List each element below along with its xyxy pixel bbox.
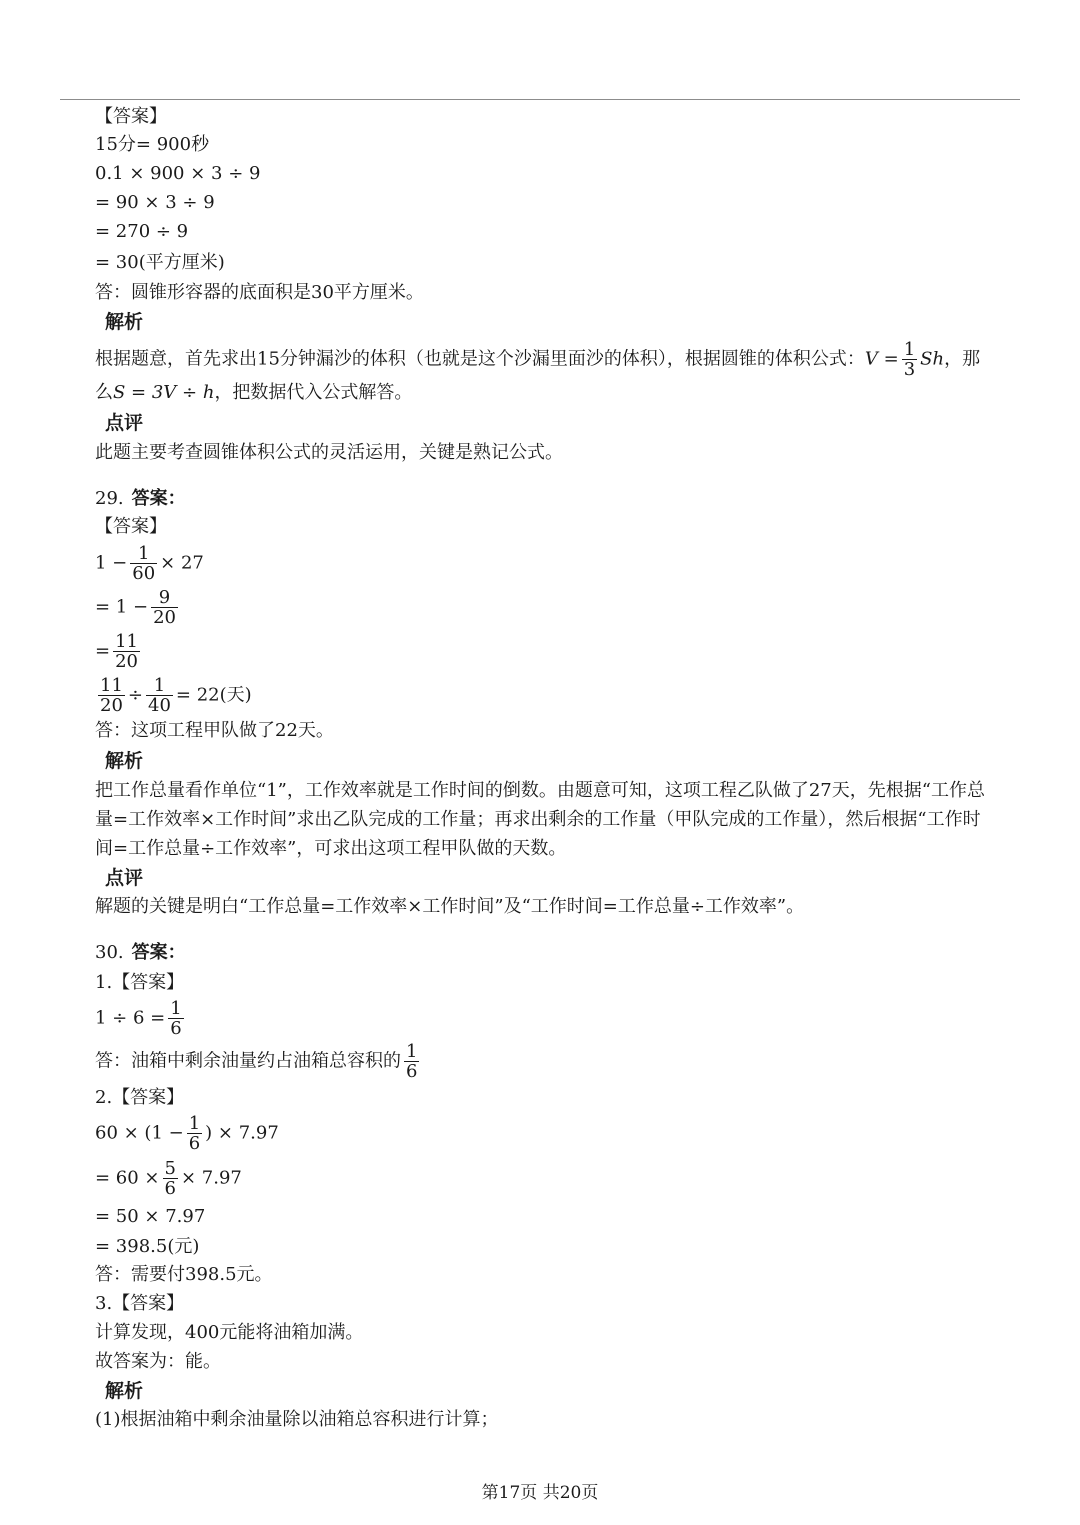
analysis-text: 么S = 3V ÷ h，把数据代入公式解答。	[95, 382, 413, 403]
analysis-heading: 解析	[105, 750, 144, 772]
comment-heading: 点评	[105, 867, 144, 889]
fraction: $\frac{1}{3}$	[903, 339, 916, 380]
analysis-heading: 解析	[105, 311, 144, 333]
page-footer: 第17页 共20页	[481, 1483, 599, 1503]
fraction: $\frac{1}{6}$	[406, 1041, 418, 1082]
math-line: 0.1 × 900 × 3 ÷ 9	[95, 163, 261, 184]
fraction: $\frac{9}{20}$	[153, 587, 176, 628]
fraction: $\frac{11}{20}$	[100, 675, 123, 716]
math-line: = 30(平方厘米)	[95, 252, 225, 273]
math-line: 60 × (1 − $\frac{1}{6}$ ) × 7.97	[95, 1113, 279, 1154]
answer-sentence: 答：油箱中剩余油量约占油箱总容积的 $\frac{1}{6}$	[95, 1041, 418, 1082]
answer-sentence: 答：这项工程甲队做了22天。	[95, 720, 334, 741]
answer-label: 3.【答案】	[95, 1293, 185, 1314]
math-line: = $\frac{11}{20}$	[95, 631, 138, 672]
comment-heading: 点评	[105, 412, 144, 434]
fraction: $\frac{5}{6}$	[164, 1158, 176, 1199]
answer-sentence: 答：需要付398.5元。	[95, 1264, 273, 1285]
answer-label: 1.【答案】	[95, 972, 185, 993]
analysis-text: 间=工作总量÷工作效率”，可求出这项工程甲队做的天数。	[95, 838, 567, 859]
fraction: $\frac{1}{6}$	[170, 998, 182, 1039]
header-rule	[60, 99, 1020, 100]
math-line: 1 − $\frac{1}{60}$ × 27	[95, 543, 204, 584]
question-header: 29. 答案：	[95, 488, 186, 509]
fraction: $\frac{1}{6}$	[188, 1113, 201, 1154]
math-line: = 1 − $\frac{9}{20}$	[95, 587, 176, 628]
analysis-text: 把工作总量看作单位“1”，工作效率就是工作时间的倒数。由题意可知，这项工程乙队做了27天，先根据“工作总	[95, 780, 985, 801]
answer-label: 2.【答案】	[95, 1087, 185, 1108]
analysis-text: 根据题意，首先求出15分钟漏沙的体积（也就是这个沙漏里面沙的体积），根据圆锥的体积公式：V = $\frac{1}{3}$ Sh，那	[95, 339, 981, 380]
analysis-text: 量=工作效率×工作时间”求出乙队完成的工作量；再求出剩余的工作量（甲队完成的工作量），然后根据“工作时	[95, 809, 981, 830]
answer-label: 【答案】	[95, 106, 167, 127]
analysis-text: (1)根据油箱中剩余油量除以油箱总容积进行计算；	[95, 1409, 499, 1430]
answer-text: 故答案为：能。	[95, 1351, 221, 1372]
comment-text: 解题的关键是明白“工作总量=工作效率×工作时间”及“工作时间=工作总量÷工作效率”。	[95, 896, 805, 917]
math-line: 1 ÷ 6 = $\frac{1}{6}$	[95, 998, 182, 1039]
math-line: $\frac{11}{20}$ ÷ $\frac{1}{40}$ = 22(天)	[100, 675, 252, 716]
fraction: $\frac{1}{60}$	[132, 543, 156, 584]
math-line: = 270 ÷ 9	[95, 221, 189, 242]
comment-text: 此题主要考查圆锥体积公式的灵活运用，关键是熟记公式。	[95, 442, 563, 463]
fraction: $\frac{1}{40}$	[148, 675, 171, 716]
fraction: $\frac{11}{20}$	[115, 631, 138, 672]
analysis-heading: 解析	[105, 1380, 144, 1402]
answer-sentence: 答：圆锥形容器的底面积是30平方厘米。	[95, 282, 424, 303]
math-line: = 60 × $\frac{5}{6}$ × 7.97	[95, 1158, 242, 1199]
math-line: 15分= 900秒	[95, 134, 210, 155]
math-line: = 398.5(元)	[95, 1236, 200, 1257]
answer-label: 【答案】	[95, 516, 167, 537]
question-header: 30. 答案：	[95, 942, 186, 963]
math-line: = 50 × 7.97	[95, 1206, 206, 1227]
math-line: = 90 × 3 ÷ 9	[95, 192, 215, 213]
answer-text: 计算发现，400元能将油箱加满。	[95, 1322, 364, 1343]
